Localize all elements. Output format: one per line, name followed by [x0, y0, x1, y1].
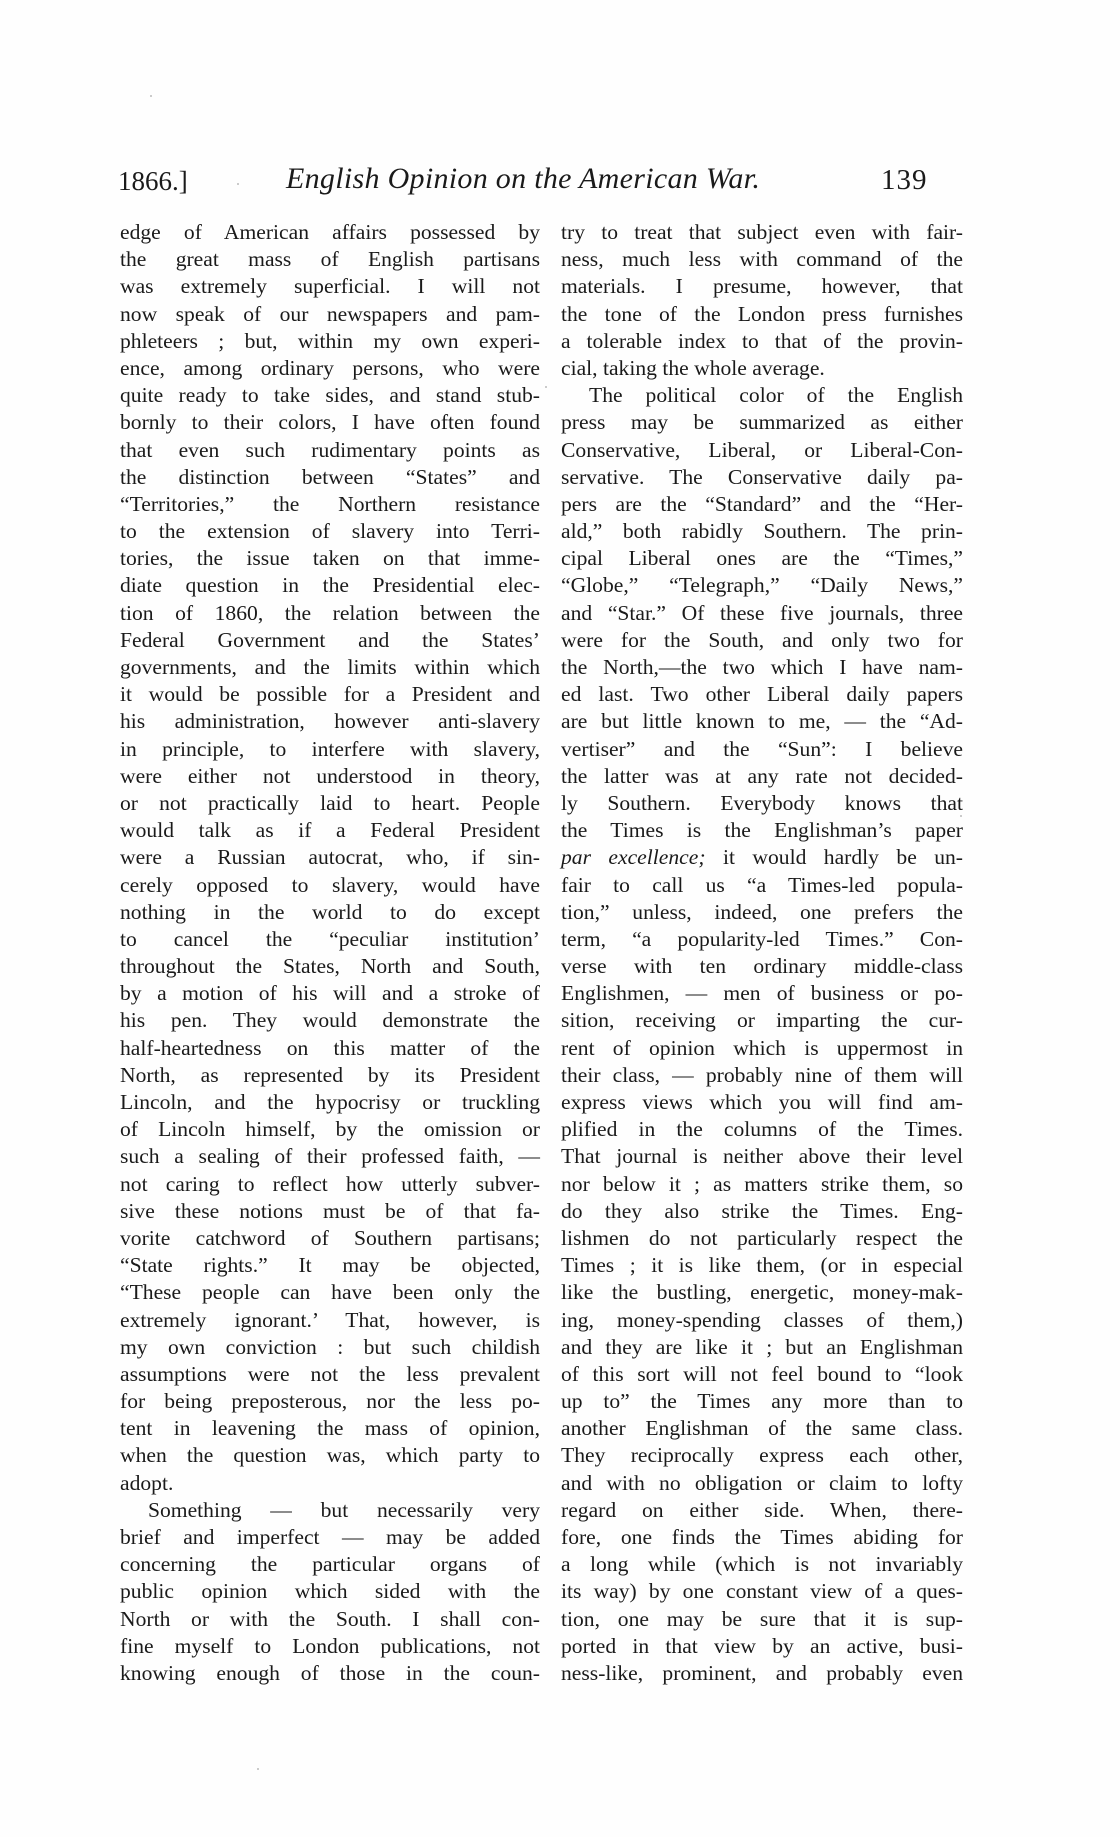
scan-speck: [150, 95, 152, 97]
text-line: public opinion which sided with the: [120, 1579, 540, 1604]
text-line: tion, one may be sure that it is sup-: [561, 1606, 963, 1631]
text-line: nor below it ; as matters strike them, so: [561, 1171, 963, 1196]
text-line: were a Russian autocrat, who, if sin-: [120, 845, 540, 870]
text-line: my own conviction : but such childish: [120, 1334, 540, 1359]
text-line: phleteers ; but, within my own experi-: [120, 328, 540, 353]
text-line: express views which you will find am-: [561, 1090, 963, 1114]
text-line: and with no obligation or claim to lofty: [561, 1470, 963, 1495]
text-line: such a sealing of their professed faith, —: [120, 1144, 540, 1169]
text-line: Englishmen, — men of business or po-: [561, 981, 963, 1006]
text-line: half-heartedness on this matter of the: [120, 1035, 540, 1060]
text-line: ported in that view by an active, busi-: [561, 1633, 963, 1658]
text-line: do they also strike the Times. Eng-: [561, 1198, 963, 1223]
text-line: brief and imperfect — may be added: [120, 1525, 540, 1549]
text-line: term, “a popularity-led Times.” Con-: [561, 926, 963, 951]
text-line: tent in leavening the mass of opinion,: [120, 1416, 540, 1441]
text-line: was extremely superficial. I will not: [120, 274, 540, 299]
text-line: edge of American affairs possessed by: [120, 220, 540, 244]
text-line: for being preposterous, nor the less po-: [120, 1389, 540, 1414]
text-line: “State rights.” It may be objected,: [120, 1253, 540, 1278]
running-head-year: 1866.]: [118, 166, 188, 196]
text-line: that even such rudimentary points as: [120, 437, 540, 462]
text-line: when the question was, which party to: [120, 1443, 540, 1468]
text-line: regard on either side. When, there-: [561, 1497, 963, 1522]
text-line: Times ; it is like them, (or in especial: [561, 1253, 963, 1278]
text-line: knowing enough of those in the coun-: [120, 1660, 540, 1685]
text-line: the great mass of English partisans: [120, 247, 540, 272]
text-line: by a motion of his will and a stroke of: [120, 981, 540, 1006]
text-line: a tolerable index to that of the provin-: [561, 328, 963, 353]
text-line: [561, 844, 963, 871]
text-line: North or with the South. I shall con-: [120, 1606, 540, 1631]
text-line: cerely opposed to slavery, would have: [120, 872, 540, 897]
text-line: the latter was at any rate not decided-: [561, 763, 963, 788]
text-line: vorite catchword of Southern partisans;: [120, 1225, 540, 1250]
text-line: like the bustling, energetic, money-mak-: [561, 1280, 963, 1305]
text-line: ed last. Two other Liberal daily papers: [561, 682, 963, 707]
text-line: cipal Liberal ones are the “Times,”: [561, 546, 963, 571]
text-line: nothing in the world to do except: [120, 899, 540, 924]
scan-speck: [237, 183, 239, 185]
text-line: verse with ten ordinary middle-class: [561, 954, 963, 979]
text-line: were either not understood in theory,: [120, 763, 540, 788]
text-line: of Lincoln himself, by the omission or: [120, 1117, 540, 1142]
text-run: it would hardly be un-: [705, 845, 963, 870]
text-line: tion of 1860, the relation between the: [120, 600, 540, 625]
text-column-left: [120, 219, 540, 1687]
text-line: now speak of our newspapers and pam-: [120, 301, 540, 326]
text-line: ness, much less with command of the: [561, 247, 963, 272]
text-line: to cancel the “peculiar institution’: [120, 926, 540, 951]
text-line: or not practically laid to heart. People: [120, 790, 540, 815]
text-line: their class, — probably nine of them will: [561, 1062, 963, 1087]
text-line: to the extension of slavery into Terri-: [120, 519, 540, 544]
text-line: try to treat that subject even with fair-: [561, 220, 963, 244]
text-line: “Territories,” the Northern resistance: [120, 491, 540, 516]
text-line: cial, taking the whole average.: [561, 355, 825, 380]
text-line: and they are like it ; but an Englishman: [561, 1334, 963, 1359]
text-line: extremely ignorant.’ That, however, is: [120, 1307, 540, 1332]
text-line: pers are the “Standard” and the “Her-: [561, 491, 963, 516]
text-line: the North,—the two which I have nam-: [561, 655, 963, 679]
scan-speck: [257, 1768, 259, 1770]
text-line: would talk as if a Federal President: [120, 818, 540, 843]
text-line: the Times is the Englishman’s paper: [561, 818, 963, 843]
text-line: of this sort will not feel bound to “look: [561, 1361, 963, 1386]
text-line: concerning the particular organs of: [120, 1552, 540, 1577]
text-line: governments, and the limits within which: [120, 655, 540, 679]
text-line: ence, among ordinary persons, who were: [120, 355, 540, 380]
text-line: diate question in the Presidential elec-: [120, 573, 540, 598]
text-line: sive these notions must be of that fa-: [120, 1198, 540, 1223]
page-number: 139: [881, 164, 928, 196]
text-line: his pen. They would demonstrate the: [120, 1008, 540, 1033]
text-line: plified in the columns of the Times.: [561, 1117, 963, 1142]
text-line: its way) by one constant view of a ques-: [561, 1579, 963, 1604]
text-line: throughout the States, North and South,: [120, 954, 540, 979]
text-line: servative. The Conservative daily pa-: [561, 464, 963, 489]
running-head-title: English Opinion on the American War.: [286, 162, 761, 195]
text-line: “Globe,” “Telegraph,” “Daily News,”: [561, 573, 963, 598]
text-line: ness-like, prominent, and probably even: [561, 1660, 963, 1685]
text-line: up to” the Times any more than to: [561, 1389, 963, 1414]
running-head: [118, 160, 928, 204]
text-line: Conservative, Liberal, or Liberal-Con-: [561, 437, 963, 462]
text-line: sition, receiving or imparting the cur-: [561, 1008, 963, 1033]
text-column-right: [561, 219, 963, 1687]
text-line: and “Star.” Of these five journals, three: [561, 600, 963, 625]
text-line: rent of opinion which is uppermost in: [561, 1035, 963, 1060]
text-line: ald,” both rabidly Southern. The prin-: [561, 519, 963, 544]
text-line: Federal Government and the States’: [120, 627, 540, 652]
text-line: the distinction between “States” and: [120, 464, 540, 489]
text-line: ing, money-spending classes of them,): [561, 1307, 963, 1332]
text-line: not caring to reflect how utterly subver-: [120, 1171, 540, 1196]
text-line: a long while (which is not invariably: [561, 1552, 963, 1577]
text-line: “These people can have been only the: [120, 1280, 540, 1305]
text-line: North, as represented by its President: [120, 1062, 540, 1087]
text-line: quite ready to take sides, and stand stub-: [120, 383, 540, 408]
text-line: it would be possible for a President and: [120, 682, 540, 707]
text-line: They reciprocally express each other,: [561, 1443, 963, 1468]
text-line: in principle, to interfere with slavery,: [120, 736, 540, 761]
text-line: bornly to their colors, I have often found: [120, 410, 540, 435]
text-line: vertiser” and the “Sun”: I believe: [561, 736, 963, 761]
text-line: his administration, however anti-slavery: [120, 709, 540, 734]
scan-speck: [960, 815, 962, 817]
text-line: That journal is neither above their level: [561, 1144, 963, 1169]
text-line: adopt.: [120, 1470, 174, 1495]
text-line: tion,” unless, indeed, one prefers the: [561, 899, 963, 924]
text-line: Lincoln, and the hypocrisy or truckling: [120, 1090, 540, 1114]
text-line: materials. I presume, however, that: [561, 274, 963, 299]
text-line: the tone of the London press furnishes: [561, 301, 963, 326]
text-line: fore, one finds the Times abiding for: [561, 1525, 963, 1549]
text-line: press may be summarized as either: [561, 410, 963, 435]
text-line: Something — but necessarily very: [148, 1497, 540, 1522]
text-line: fair to call us “a Times-led popula-: [561, 872, 963, 897]
scan-speck: [545, 386, 547, 388]
text-line: fine myself to London publications, not: [120, 1633, 540, 1658]
text-line: were for the South, and only two for: [561, 627, 963, 652]
text-line: assumptions were not the less prevalent: [120, 1361, 540, 1386]
text-line: are but little known to me, — the “Ad-: [561, 709, 963, 734]
text-line: tories, the issue taken on that imme-: [120, 546, 540, 571]
text-line: The political color of the English: [589, 383, 963, 408]
italic-phrase: par excellence;: [561, 845, 706, 870]
text-line: ly Southern. Everybody knows that: [561, 790, 963, 815]
text-line: another Englishman of the same class.: [561, 1416, 963, 1441]
text-line: lishmen do not particularly respect the: [561, 1225, 963, 1250]
